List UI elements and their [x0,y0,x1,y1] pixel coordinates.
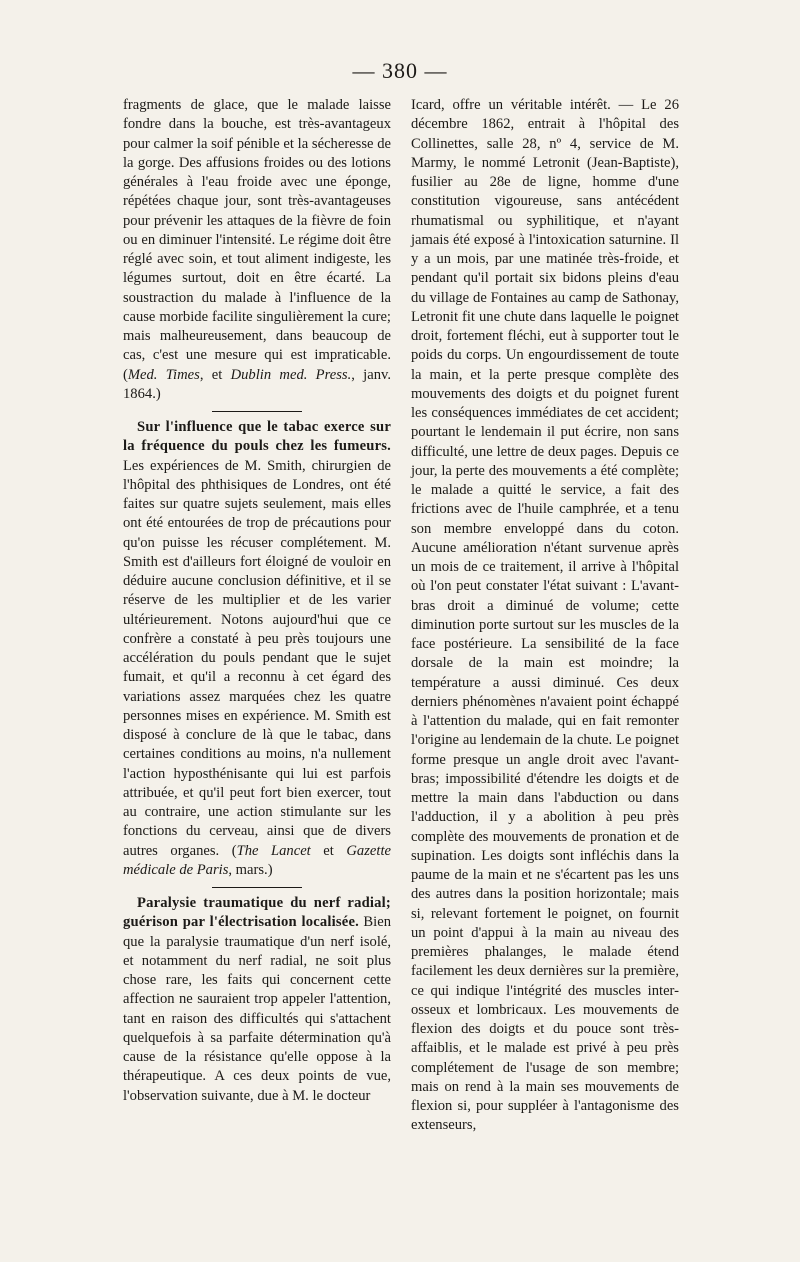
source-reference: Dublin med. Press. [230,366,352,383]
paragraph-hay-fever-treatment [123,96,391,404]
left-column [123,96,391,1106]
article-continuation: Icard, offre un véritable intérêt. — Le 26 décembre 1862, entrait à l'hôpital des Collinettes, salle 28, nº 4, service de M. Marmy, le nommé Letronit (Jean-Baptiste), fusilier au 28e de ligne, homme d'une constitution vigoureuse, sans antécédent rhumatismal ou syphilitique, et n'ayant jamais été exposé à l'intoxication saturnine. Il y a un mois, par une matinée très-froide, et pendant qu'il portait six bidons pleins d'eau du village de Fontaines au camp de Sathonay, Letronit fit une chute dans laquelle le poignet droit, fortement fléchi, eut à supporter tout le poids du corps. Un engourdissement de toute la main, et la perte presque complète des mouvements des doigts et du poignet furent les conséquences immédiates de cet accident; pourtant le lendemain il put écrire, non sans difficulté, une lettre de deux pages. Depuis ce jour, la perte des mouvements a été complète; le malade a quitté le service, a fait des frictions avec de l'huile camphrée, et a tenu son membre enveloppé dans du coton. Aucune amélioration n'étant survenue après un mois de ce traitement, il arrive à l'hôpital où l'on peut constater l'état suivant : L'avant-bras droit a diminué de volume; cette diminution porte surtout sur les muscles de la face postérieure. La sensibilité de la face dorsale de la main est moindre; la température a aussi diminué. Ces deux derniers phénomènes n'avaient point échappé à l'attention du malade, qui en fait remonter l'origine au lendemain de la chute. Le poignet forme presque un angle droit avec l'avant-bras; impossibilité d'étendre les doigts et de mettre la main dans l'abduction ou dans l'adduction, il y a abolition à peu près complète des mouvements de pronation et de supination. Les doigts sont infléchis dans la paume de la main et ne s'écartent pas les uns des autres dans la position horizontale; mais si, relevant fortement le poignet, on fournit un point d'appui à la main au niveau des premières phalanges, le malade étend facilement les deux dernières sur la première, ce qui indique l'intégrité des muscles inter-osseux et lombricaux. Les mouvements de flexion des doigts et du pouce sont très-affaiblis, et le malade est privé à peu près complétement de l'usage de son membre; mais on rend à la main ses mouvements de flexion si, pour suppléer à l'antagonisme des extenseurs, [411,97,679,1134]
article-body: et [310,842,347,859]
article-heading: Sur l'influence que le tabac exerce sur la fréquence du pouls chez les fumeurs. [123,419,391,455]
article-body: Bien que la paralysie traumatique d'un nerf isolé, et notamment du nerf radial, ne soit plus chose rare, les faits qui concernent cette affection ne sauraient trop appeler l'attention, tant en raison des difficultés qui s'attachent quelquefois à sa parfaite détermination qu'à cause de la résistance qu'elle oppose à la thérapeutique. A ces deux points de vue, l'observation suivante, due à M. le docteur [123,914,391,1104]
section-divider [212,887,302,888]
right-column [411,96,679,1136]
paragraph-text: , janv. 1864.) [123,366,392,402]
article-heading: Paralysie traumatique du nerf radial; guérison par l'électrisation localisée. [123,895,391,931]
page-number: — 380 — [352,58,448,83]
article-body: , mars.) [228,861,273,878]
article-tobacco-pulse [123,418,391,880]
source-reference: The Lancet [236,842,311,859]
source-reference: Gazette médicale de Paris [123,842,391,878]
source-reference: Med. Times [127,366,200,383]
paragraph-text: , et [199,366,231,383]
article-radial-paralysis [123,894,391,1106]
paragraph-text: fragments de glace, que le malade laisse fondre dans la bouche, est très-avantageux pour calmer la soif pénible et la sécheresse de la gorge. Des affusions froides ou des lotions générales à l'eau froide avec une éponge, répétées chaque jour, sont très-avantageuses pour prévenir les attaques de la fièvre de foin ou en diminuer l'intensité. Le régime doit être réglé avec soin, et tout aliment indigeste, les légumes surtout, doit en être écarté. La soustraction du malade à l'influence de la cause morbide facilite singulièrement la cure; mais malheureusement, dans beaucoup de cas, c'est une mesure qui est impraticable. ( [123,97,391,383]
section-divider [212,411,302,412]
article-body: Les expériences de M. Smith, chirurgien de l'hôpital des phthisiques de Londres, ont été faites sur quatre sujets seulement, mais elles ont été entourées de trop de précautions pour qu'on puisse les récuser complétement. M. Smith est d'ailleurs fort éloigné de vouloir en déduire aucune conclusion définitive, et il se réserve de les multiplier et de les varier ultérieurement. Notons aujourd'hui que ce confrère a constaté à peu près toujours une accélération du pouls pendant que le sujet fumait, et qu'il a reconnu à cet égard des variations assez marquées chez les quatre personnes mises en expérience. M. Smith est disposé à conclure de là que le tabac, dans certaines conditions au moins, n'a nullement l'action hyposthénisante qui lui est parfois attribuée, et qu'il peut fort bien exercer, tout au contraire, une action stimulante sur les fonctions du cerveau, ainsi que de divers autres organes. ( [123,457,391,859]
